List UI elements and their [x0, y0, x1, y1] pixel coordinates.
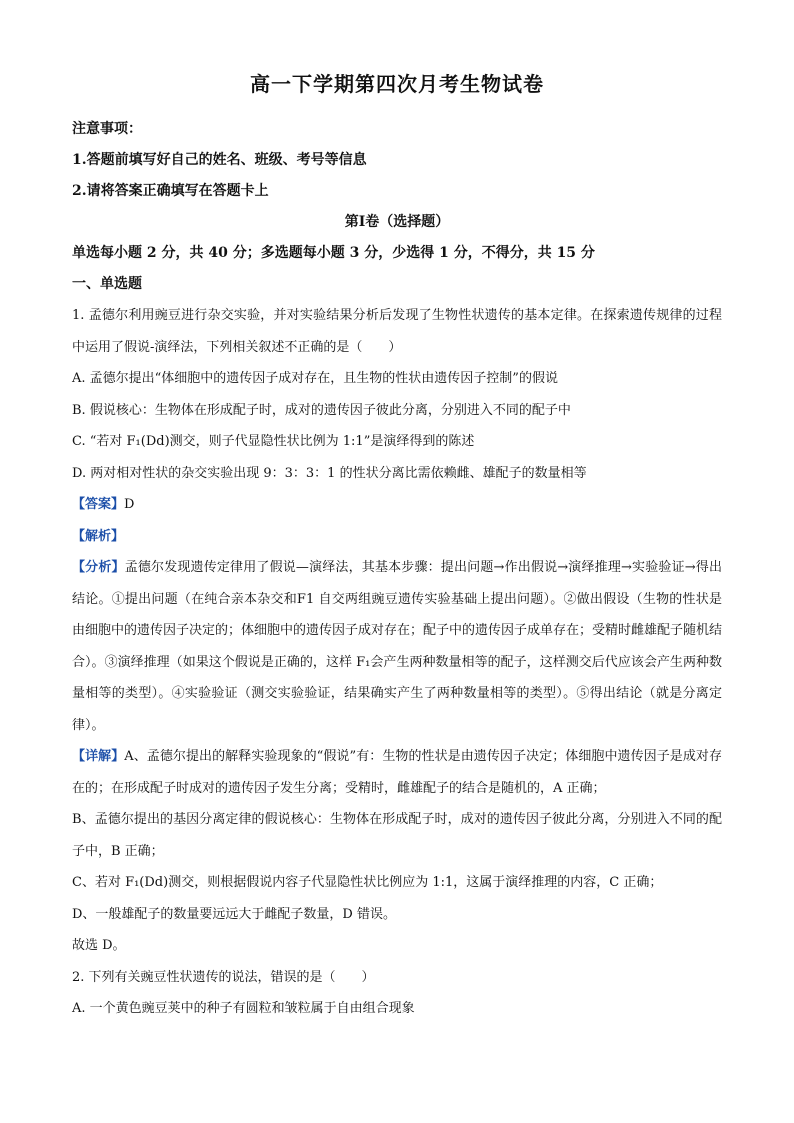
notice-heading: 注意事项：: [72, 121, 142, 137]
question-1-option-c: C. “若对 F₁(Dd)测交，则子代显隐性状比例为 1:1”是演绎得到的陈述: [72, 434, 475, 449]
exam-title: 高一下学期第四次月考生物试卷: [250, 72, 544, 96]
fenxi-text: 孟德尔发现遗传定律用了假说—演绎法，其基本步骤：提出问题→作出假说→演绎推理→实验验证→得出结论。①提出问题（在纯合亲本杂交和F1 自交两组豌豆遗传实验基础上提出问题）。②做出假设（生物的性状是由细胞中的遗传因子决定的；体细胞中的遗传因子成对存在；配子中的遗传因子成单存在；受精时雌雄配子随机结合）。③演绎推理（如果这个假说是正确的，这样 F₁会产生两种数量相等的配子，这样测交后代应该会产生两种数量相等的类型）。④实验验证（测交实验验证，结果确实产生了两种数量相等的类型）。⑤得出结论（就是分离定律）。: [72, 560, 723, 733]
scoring-rule: 单选每小题 2 分，共 40 分；多选题每小题 3 分，少选得 1 分，不得分，共 15 分: [72, 245, 595, 261]
analysis-line: [72, 521, 722, 553]
question-1-option-d: D. 两对相对性状的杂交实验出现 9：3：3：1 的性状分离比需依赖雌、雄配子的数量相等: [72, 465, 587, 481]
xiangjie-a: A、孟德尔提出的解释实验现象的“假说”有：生物的性状是由遗传因子决定；体细胞中遗传因子是成对存在的；在形成配子时成对的遗传因子发生分离；受精时，雌雄配子的结合是随机的，A 正确；: [72, 749, 722, 796]
answer-line: [72, 489, 722, 521]
question-2-stem: 2. 下列有关豌豆性状遗传的说法，错误的是（ ）: [72, 969, 375, 985]
answer-tag: 【答案】: [72, 497, 125, 512]
xiangjie-conclusion: 故选 D。: [72, 938, 126, 953]
notice-item: 1.答题前填写好自己的姓名、班级、考号等信息: [72, 152, 367, 168]
notice-item: 2.请将答案正确填写在答题卡上: [72, 183, 269, 199]
xiangjie-tag: 【详解】: [72, 749, 125, 764]
question-1-option-b: B. 假说核心：生物体在形成配子时，成对的遗传因子彼此分离，分别进入不同的配子中: [72, 402, 571, 418]
xiangjie-paragraph: [72, 741, 722, 962]
fenxi-paragraph: [72, 552, 722, 741]
xiangjie-d: D、一般雄配子的数量要远远大于雌配子数量，D 错误。: [72, 906, 396, 922]
part-title: 一、单选题: [72, 276, 142, 292]
xiangjie-c: C、若对 F₁(Dd)测交，则根据假说内容子代显隐性状比例应为 1:1，这属于演绎推理的内容，C 正确；: [72, 875, 663, 890]
question-1-stem: 1. 孟德尔利用豌豆进行杂交实验，并对实验结果分析后发现了生物性状遗传的基本定律。在探索遗传规律的过程中运用了假说-演绎法，下列相关叙述不正确的是（ ）: [72, 308, 722, 355]
fenxi-tag: 【分析】: [72, 560, 125, 575]
xiangjie-b: B、孟德尔提出的基因分离定律的假说核心：生物体在形成配子时，成对的遗传因子彼此分离，分别进入不同的配子中，B 正确；: [72, 812, 722, 859]
question-2-option-a: A. 一个黄色豌豆荚中的种子有圆粒和皱粒属于自由组合现象: [72, 1001, 415, 1016]
section-title: 第Ⅰ卷（选择题）: [344, 214, 450, 230]
analysis-tag: 【解析】: [72, 528, 125, 544]
answer-value: D: [124, 497, 135, 512]
exam-page: [72, 70, 722, 1025]
question-1-option-a: A. 孟德尔提出“体细胞中的遗传因子成对存在，且生物的性状由遗传因子控制”的假说: [72, 371, 558, 386]
